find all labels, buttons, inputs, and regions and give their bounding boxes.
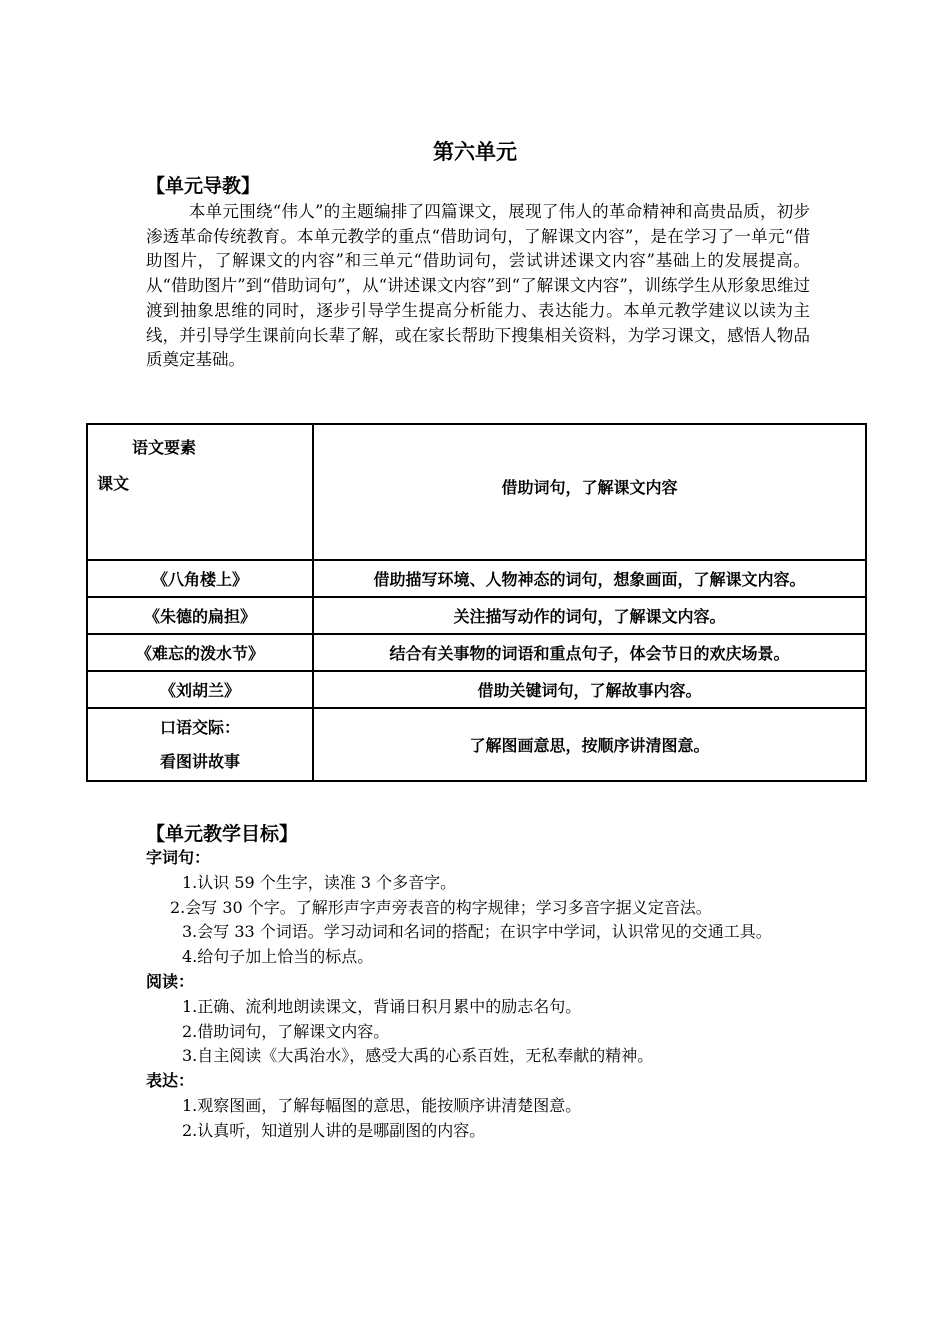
goal-item: 2.认真听，知道别人讲的是哪副图的内容。	[182, 1120, 486, 1140]
page-title: 第六单元	[433, 140, 517, 164]
goal-item: 2.会写 30 个字。了解形声字声旁表音的构字规律；学习多音字据义定音法。	[170, 897, 712, 917]
goal-item: 4.给句子加上恰当的标点。	[182, 947, 374, 967]
goal-item: 3.会写 33 个词语。学习动词和名词的搭配；在识字中学词，认识常见的交通工具。	[182, 922, 772, 942]
goal-item: 1.观察图画，了解每幅图的意思，能按顺序讲清楚图意。	[182, 1095, 582, 1115]
goal-item: 1.正确、流利地朗读课文，背诵日积月累中的励志名句。	[182, 996, 582, 1016]
words-label: 字词句：	[146, 848, 211, 867]
goals-section	[146, 846, 810, 1144]
intro-paragraph: 本单元围绕“伟人”的主题编排了四篇课文，展现了伟人的革命精神和高贵品质，初步渗透革命传统教育。本单元教学的重点“借助词句，了解课文内容”，是在学习了一单元“借助图片，了解课文的内容”和三单元“借助词句，尝试讲述课文内容”基础上的发展提高。从“借助图片”到“借助词句”，从“讲述课文内容”到“了解课文内容”，训练学生从形象思维过渡到抽象思维的同时，逐步引导学生提高分析能力、表达能力。本单元教学建议以读为主线，并引导学生课前向长辈了解，或在家长帮助下搜集相关资料，为学习课文，感悟人物品质奠定基础。	[146, 202, 810, 370]
header-diagonal-cell	[87, 424, 313, 560]
table-cell-text	[87, 708, 313, 781]
table-cell-element: 关注描写动作的词句，了解课文内容。	[313, 597, 866, 634]
table-row	[87, 560, 866, 597]
unit-elements-table	[86, 423, 867, 782]
table-cell-text: 《刘胡兰》	[87, 671, 313, 708]
table-cell-element: 借助描写环境、人物神态的词句，想象画面，了解课文内容。	[313, 560, 866, 597]
header-text-label: 课文	[97, 474, 130, 493]
goal-item: 1.认识 59 个生字，读准 3 个多音字。	[182, 872, 457, 892]
header-element-value: 借助词句，了解课文内容	[313, 424, 866, 560]
table-header-row	[87, 424, 866, 560]
table-cell-text: 《难忘的泼水节》	[87, 634, 313, 671]
table-row	[87, 708, 866, 781]
oral-communication-label: 口语交际：	[159, 717, 240, 737]
intro-heading: 【单元导教】	[146, 175, 261, 197]
table-cell-element: 结合有关事物的词语和重点句子，体会节日的欢庆场景。	[313, 634, 866, 671]
goal-item: 3.自主阅读《大禹治水》，感受大禹的心系百姓，无私奉献的精神。	[182, 1046, 654, 1066]
reading-label: 阅读：	[146, 971, 195, 991]
goal-item: 2.借助词句，了解课文内容。	[182, 1021, 390, 1041]
table-cell-text: 《八角楼上》	[87, 560, 313, 597]
table-row	[87, 597, 866, 634]
table-row	[87, 634, 866, 671]
goals-heading: 【单元教学目标】	[146, 823, 299, 845]
header-element-label: 语文要素	[132, 438, 197, 457]
table-cell-element: 了解图画意思，按顺序讲清图意。	[313, 708, 866, 781]
picture-story-label: 看图讲故事	[159, 751, 240, 771]
table-cell-text: 《朱德的扁担》	[87, 597, 313, 634]
expression-label: 表达：	[146, 1071, 195, 1091]
table-row	[87, 671, 866, 708]
table-cell-element: 借助关键词句，了解故事内容。	[313, 671, 866, 708]
